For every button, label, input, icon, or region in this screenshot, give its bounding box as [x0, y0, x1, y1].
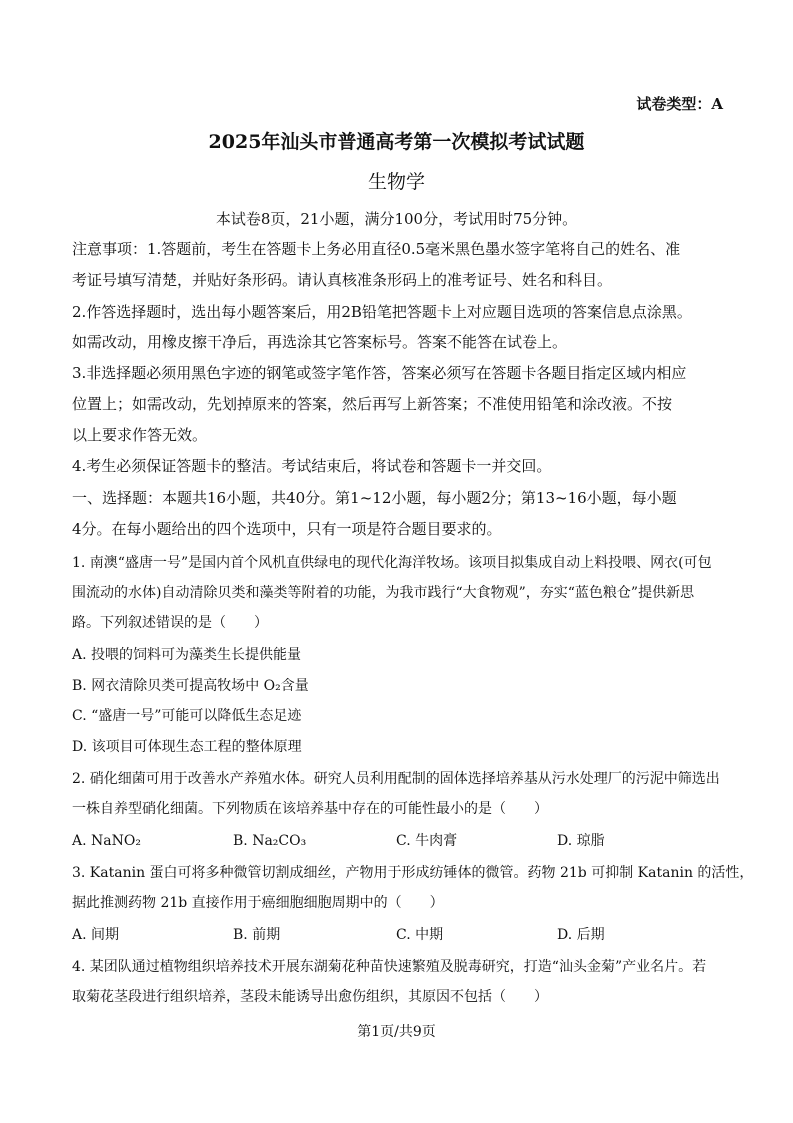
- paper-type: 试卷类型：A: [636, 95, 723, 113]
- q3-stem-line-1: 3. Katanin 蛋白可将多种微管切割成细丝，产物用于形成纺锤体的微管。药物 21b 可抑制 Katanin 的活性，: [72, 865, 754, 881]
- q4-stem-line-2: 取菊花茎段进行组织培养，茎段未能诱导出愈伤组织，其原因不包括（ ）: [72, 989, 548, 1005]
- q1-stem-line-3: 路。下列叙述错误的是（ ）: [72, 615, 268, 631]
- q1-stem-line-2: 围流动的水体)自动清除贝类和藻类等附着的功能，为我市践行“大食物观”，夯实“蓝色粮仓”提供新思: [72, 585, 695, 601]
- exam-info: 本试卷8页，21小题，满分100分，考试用时75分钟。: [215, 210, 578, 228]
- note-1-line-2: 考证号填写清楚，并贴好条形码。请认真核准条形码上的准考证号、姓名和科目。: [72, 271, 613, 289]
- subject-title: 生物学: [367, 171, 425, 193]
- note-2-line-2: 如需改动，用橡皮擦干净后，再选涂其它答案标号。答案不能答在试卷上。: [72, 333, 568, 351]
- q1-option-a: A. 投喂的饲料可为藻类生长提供能量: [72, 647, 302, 663]
- exam-title: 2025年汕头市普通高考第一次模拟考试试题: [208, 131, 585, 153]
- q3-option-a: A. 间期: [72, 927, 120, 943]
- q3-option-c: C. 中期: [396, 927, 444, 943]
- q3-stem-line-2: 据此推测药物 21b 直接作用于癌细胞细胞周期中的（ ）: [72, 895, 444, 911]
- q2-stem-line-2: 一株自养型硝化细菌。下列物质在该培养基中存在的可能性最小的是（ ）: [72, 801, 548, 817]
- section-1-line-2: 4分。在每小题给出的四个选项中，只有一项是符合题目要求的。: [72, 520, 502, 538]
- q1-option-b: B. 网衣清除贝类可提高牧场中 O₂含量: [72, 678, 309, 694]
- q1-option-d: D. 该项目可体现生态工程的整体原理: [72, 739, 302, 755]
- q1-stem-line-1: 1. 南澳“盛唐一号”是国内首个风机直供绿电的现代化海洋牧场。该项目拟集成自动上料投喂、网衣(可包: [72, 555, 712, 571]
- q2-option-b: B. Na₂CO₃: [233, 833, 307, 849]
- q2-option-d: D. 琼脂: [557, 833, 605, 849]
- note-4: 4.考生必须保证答题卡的整洁。考试结束后，将试卷和答题卡一并交回。: [72, 457, 552, 475]
- page-footer: 第1页/共9页: [357, 1024, 436, 1040]
- q2-option-a: A. NaNO₂: [72, 833, 141, 849]
- q3-option-d: D. 后期: [557, 927, 605, 943]
- q2-option-c: C. 牛肉膏: [396, 833, 458, 849]
- note-3-line-2: 位置上；如需改动，先划掉原来的答案，然后再写上新答案；不准使用铅笔和涂改液。不按: [72, 395, 673, 413]
- q2-stem-line-1: 2. 硝化细菌可用于改善水产养殖水体。研究人员利用配制的固体选择培养基从污水处理厂的污泥中筛选出: [72, 771, 720, 787]
- q3-option-b: B. 前期: [233, 927, 281, 943]
- note-3-line-3: 以上要求作答无效。: [72, 426, 208, 444]
- q1-option-c: C. “盛唐一号”可能可以降低生态足迹: [72, 708, 302, 724]
- note-1-line-1: 注意事项：1.答题前，考生在答题卡上务必用直径0.5毫米黑色墨水签字笔将自己的姓名、准: [72, 240, 681, 258]
- note-2-line-1: 2.作答选择题时，选出每小题答案后，用2B铅笔把答题卡上对应题目选项的答案信息点涂黑。: [72, 303, 692, 321]
- q4-stem-line-1: 4. 某团队通过植物组织培养技术开展东湖菊花种苗快速繁殖及脱毒研究，打造“汕头金菊”产业名片。若: [72, 959, 707, 975]
- note-3-line-1: 3.非选择题必须用黑色字迹的钢笔或签字笔作答，答案必须写在答题卡各题目指定区域内相应: [72, 364, 687, 382]
- section-1-line-1: 一、选择题：本题共16小题，共40分。第1~12小题，每小题2分；第13~16小题，每小题: [72, 489, 677, 507]
